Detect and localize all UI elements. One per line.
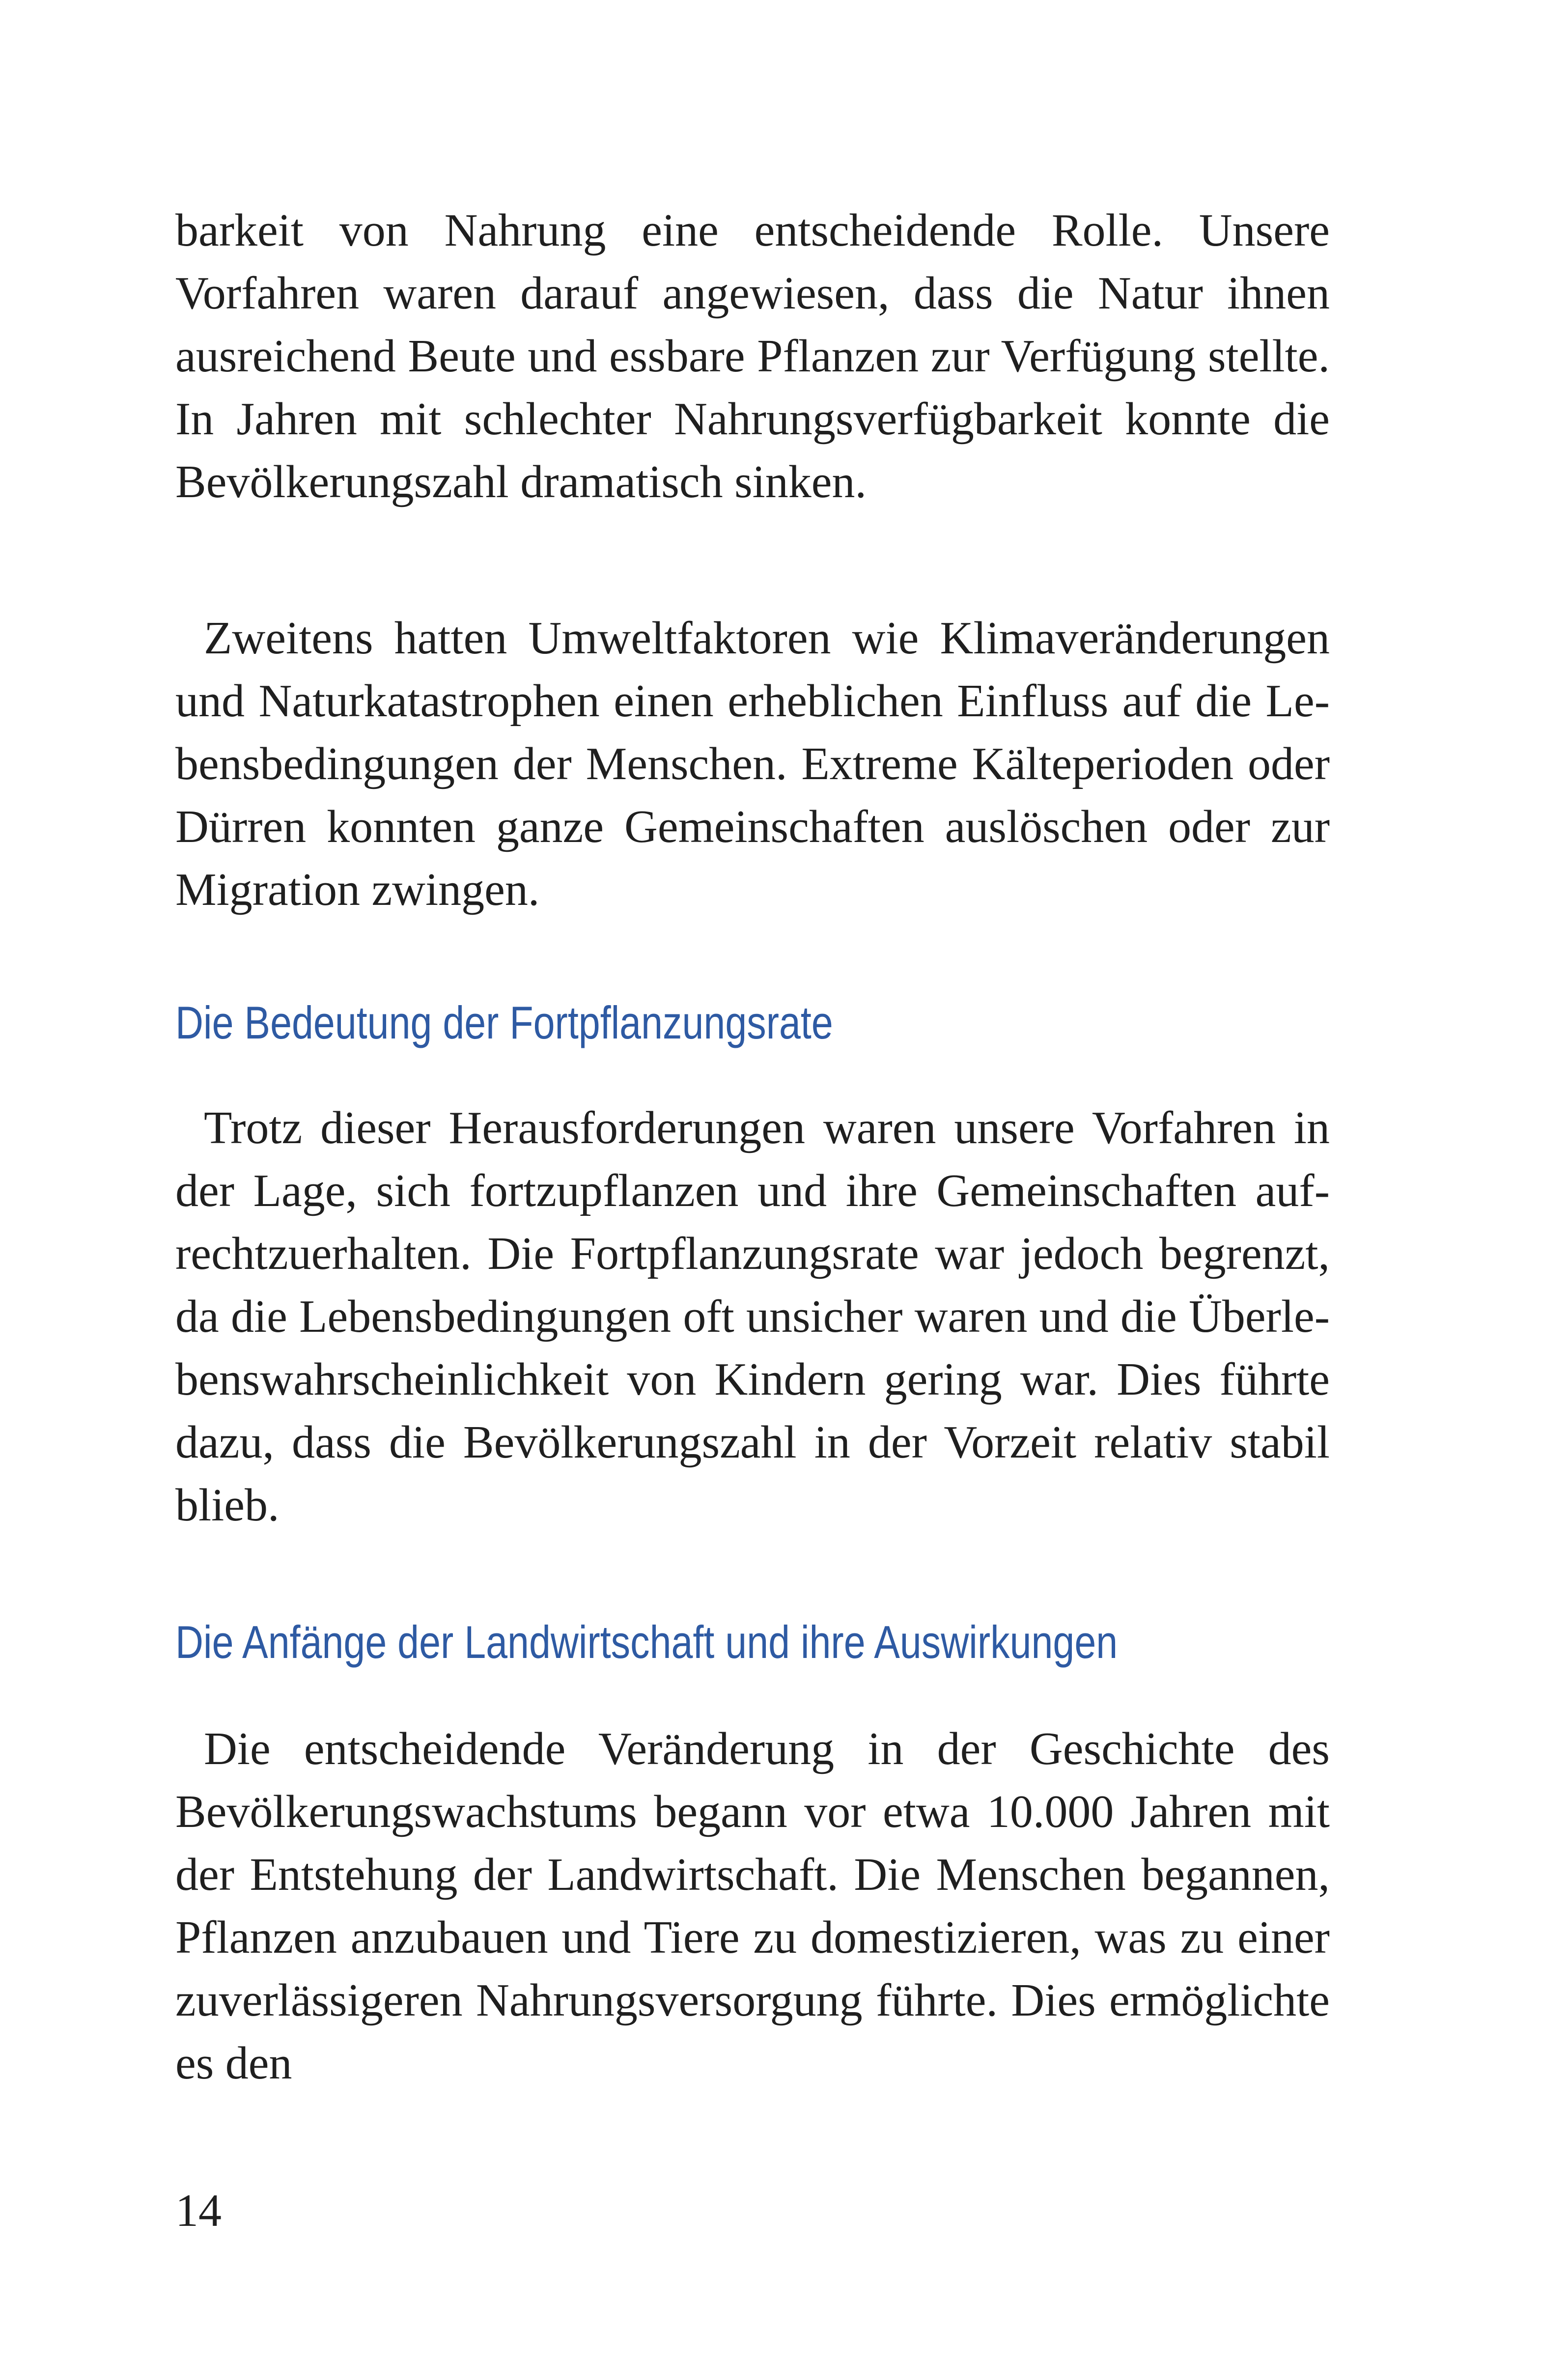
page-number: 14	[175, 2185, 222, 2236]
paragraph-food-availability: barkeit von Nahrung eine entscheidende Rolle. Unsere Vorfahren waren darauf angewiesen, dass die Natur ihnen ausreichend Beute und essbare Pflanzen zur Verfügung stellte. In Jahren mit schlechter Nahrungsverfügbarkeit konnte die Bevölkerungszahl dramatisch sinken.	[175, 205, 1330, 507]
paragraph-reproduction-rate: Trotz dieser Herausforderungen waren unsere Vorfahren in der Lage, sich fortzupflanzen und ihre Gemeinschaften aufrechtzuerhalten. Die Fortpflanzungsrate war jedoch begrenzt, da die Lebensbedingungen oft unsicher waren und die Überlebenswahrscheinlichkeit von Kindern gering war. Dies führte dazu, dass die Bevölkerungszahl in der Vorzeit relativ stabil blieb.	[175, 1102, 1330, 1531]
paragraph-environmental-factors: Zweitens hatten Umweltfaktoren wie Klimaveränderungen und Naturkatastrophen einen erheblichen Einfluss auf die Lebensbedingungen der Menschen. Extreme Kälteperioden oder Dürren konnten ganze Gemeinschaften auslöschen oder zur Migration zwingen.	[175, 613, 1330, 915]
section-heading-reproduction-rate: Die Bedeutung der Fortpflanzungsrate	[175, 997, 833, 1048]
paragraph-agriculture: Die entscheidende Veränderung in der Geschichte des Bevölkerungswachstums begann vor etwa 10.000 Jahren mit der Entstehung der Landwirtschaft. Die Menschen begannen, Pflanzen anzubauen und Tiere zu domestizieren, was zu einer zuverlässigeren Nahrungsversorgung führte. Dies ermöglichte es den	[175, 1723, 1330, 2089]
section-heading-agriculture: Die Anfänge der Landwirtschaft und ihre Auswirkungen	[175, 1616, 1118, 1668]
